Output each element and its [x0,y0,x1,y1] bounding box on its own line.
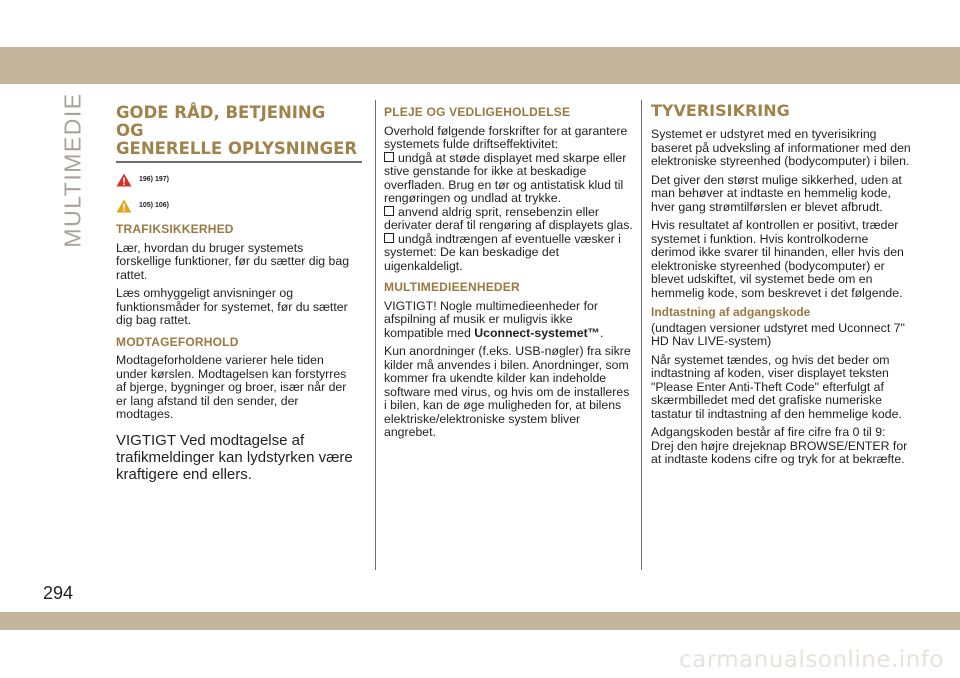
column-3 [651,100,911,472]
caution-reference-text: 105) 106) [139,202,169,210]
heading-traffic-safety: TRAFIKSIKKERHED [116,222,234,236]
section-side-label [51,92,95,248]
heading-care-maintenance: PLEJE OG VEDLIGEHOLDELSE [384,105,571,119]
header-band [0,47,960,84]
paragraph: Systemet er udstyret med en tyverisikring baseret på udveksling af informationer med den elektroniske styreenhed (bodycomputer) i bilen. [651,127,911,168]
paragraph-text: VIGTIGT! Nogle multimedieenheder for afspilning af musik er muligvis ikke kompatible med [384,298,598,340]
list-item [384,233,634,274]
yellow-caution-triangle-icon [116,199,132,213]
heading-reception: MODTAGEFORHOLD [116,334,239,349]
warning-reference-text: 196) 197) [139,176,169,184]
page-title [116,104,358,158]
paragraph: Læs omhyggeligt anvisninger og funktionsmåder for systemet, før du sætter dig bag rattet. [116,286,348,327]
page-number: 294 [43,583,74,603]
caution-reference-row [116,195,358,217]
list-item-text: undgå at støde displayet med skarpe eller stive genstande for ikke at beskadige overfladen. Brug en tør og antistatisk klud til rengøringen og undlad at trykke. [384,150,627,205]
paragraph-text: . [599,325,604,340]
paragraph: Modtageforholdene varierer hele tiden under kørslen. Modtagelsen kan forstyrres af bjerge, bygninger og broer, især når der er lang afstand til den sender, der modtages. [116,353,347,421]
paragraph: Kun anordninger (f.eks. USB-nøgler) fra sikre kilder må anvendes i bilen. Anordninger, som kommer fra ukendte kilder kan indeholde software med virus, og hvis om de installeres i bilen, kan de øge muligheden for, at bilens elektriske/elektroniske system bliver angrebet. [384,344,631,439]
paragraph [384,300,634,341]
page-title-line-1: GODE RÅD, BETJENING OG [116,103,326,140]
important-note: VIGTIGT Ved modtagelse af trafikmeldinger kan lydstyrken være kraftigere end ellers. [116,431,353,483]
red-warning-triangle-icon [116,173,132,187]
heading-anti-theft: TYVERISIKRING [651,101,790,120]
title-underline [116,161,362,163]
heading-multimedia-devices: MULTIMEDIEENHEDER [384,280,520,294]
column-2 [384,100,634,445]
paragraph: Det giver den størst mulige sikkerhed, uden at man behøver at indtaste en hemmelig kode, hver gang strømtilførslen er blevet afbrudt. [651,172,902,214]
column-divider [641,100,642,570]
side-label-text: MULTIMEDIE [59,92,86,248]
list-item-text: anvend aldrig sprit, rensebenzin eller derivater deraf til rengøring af displayets glas. [384,204,633,232]
checkbox-bullet-icon [384,233,394,243]
paragraph: (undtagen versioner udstyret med Uconnect 7" HD Nav LIVE-system) [651,320,905,348]
watermark: carmanualsonline.info [678,647,944,673]
checkbox-bullet-icon [384,206,394,216]
list-item-text: undgå indtrængen af eventuelle væsker i systemet: De kan beskadige det uigenkaldeligt. [384,231,621,273]
warning-reference-row [116,169,358,191]
page-title-line-2: GENERELLE OPLYSNINGER [116,139,358,158]
heading-code-entry: Indtastning af adgangskode [651,305,811,319]
footer-band [0,612,960,630]
paragraph: Lær, hvordan du bruger systemets forskellige funktioner, før du sætter dig bag rattet. [116,240,350,282]
paragraph: Overhold følgende forskrifter for at garantere systemets fulde driftseffektivitet: [384,123,628,151]
checkbox-bullet-icon [384,152,394,162]
paragraph: Hvis resultatet af kontrollen er positivt, træder systemet i funktion. Hvis kontrolkoderne derimod ikke svarer til hinanden, eller hvis den elektroniske styreenhed (bodycomputer) er blevet udskiftet, vil systemet bede om en hemmelig kode, som beskrevet i det følgende. [651,218,904,300]
paragraph: Når systemet tændes, og hvis det beder om indtastning af koden, viser displayet teksten "Please Enter Anti-Theft Code" efterfulgt af skærmbilledet med det grafiske numeriske tastatur til indtastning af den hemmelige kode. [651,352,902,421]
list-item [384,152,634,206]
paragraph: Adgangskoden består af fire cifre fra 0 til 9: Drej den højre drejeknap BROWSE/ENTER for at indtaste kodens cifre og tryk for at bekræfte. [651,425,908,466]
column-divider [375,100,376,570]
brand-name: Uconnect-systemet™ [474,325,600,340]
list-item [384,206,634,233]
column-1 [116,100,358,488]
